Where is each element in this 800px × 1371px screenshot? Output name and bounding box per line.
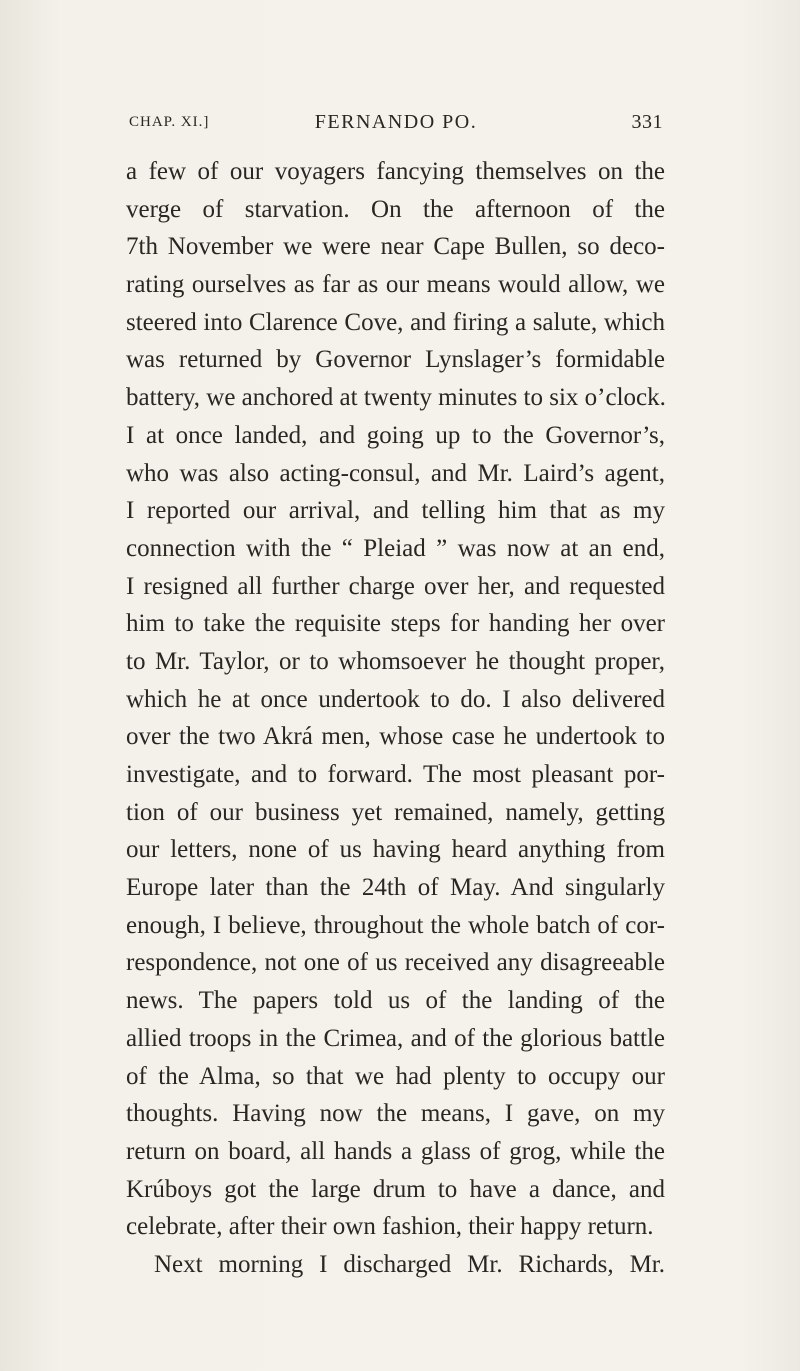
- text-line: news. The papers told us of the landing of the: [126, 987, 665, 1015]
- text-line: steered into Clarence Cove, and firing a salute, which: [126, 308, 665, 336]
- text-line: Next morning I discharged Mr. Richards, Mr.: [154, 1250, 665, 1278]
- text-line: which he at once undertook to do. I also delivered: [126, 685, 665, 713]
- body-paragraph: [126, 153, 665, 1284]
- text-line: over the two Akrá men, whose case he undertook to: [126, 723, 665, 751]
- text-line: to Mr. Taylor, or to whomsoever he thought proper,: [126, 647, 665, 675]
- text-line: I reported our arrival, and telling him that as my: [126, 497, 665, 525]
- text-line: of the Alma, so that we had plenty to occupy our: [126, 1062, 665, 1090]
- text-line: was returned by Governor Lynslager’s formidable: [126, 346, 665, 374]
- text-line: respondence, not one of us received any disagreeable: [126, 949, 665, 977]
- text-line: I at once landed, and going up to the Governor’s,: [126, 421, 665, 449]
- text-line: verge of starvation. On the afternoon of the: [126, 195, 665, 223]
- text-line: celebrate, after their own fashion, their happy return.: [126, 1213, 654, 1241]
- text-line: who was also acting-consul, and Mr. Laird’s agent,: [126, 459, 665, 487]
- text-line: connection with the “ Pleiad ” was now at an end,: [126, 534, 665, 562]
- text-line: enough, I believe, throughout the whole batch of cor-: [126, 911, 665, 939]
- text-line: him to take the requisite steps for handing her over: [126, 610, 665, 638]
- text-line: our letters, none of us having heard anything from: [126, 836, 665, 864]
- text-line: thoughts. Having now the means, I gave, on my: [126, 1100, 665, 1128]
- text-line: investigate, and to forward. The most pleasant por-: [126, 761, 665, 788]
- text-line: Krúboys got the large drum to have a dance, and: [126, 1175, 665, 1203]
- text-line: a few of our voyagers fancying themselves on the: [126, 158, 665, 185]
- page-number: 331: [631, 111, 663, 133]
- text-line: battery, we anchored at twenty minutes to six o’clock.: [126, 384, 666, 412]
- chapter-label: CHAP. XI.]: [129, 114, 210, 130]
- running-head: [129, 109, 663, 135]
- text-line: allied troops in the Crimea, and of the glorious battle: [126, 1024, 665, 1052]
- text-line: rating ourselves as far as our means would allow, we: [126, 271, 665, 299]
- text-line: Europe later than the 24th of May. And singularly: [126, 874, 665, 902]
- text-line: return on board, all hands a glass of grog, while the: [126, 1137, 665, 1165]
- text-line: tion of our business yet remained, namely, getting: [126, 798, 665, 826]
- text-line: 7th November we were near Cape Bullen, so deco-: [126, 233, 665, 261]
- text-line: I resigned all further charge over her, and requested: [126, 572, 665, 600]
- page-title: FERNANDO PO.: [314, 111, 478, 133]
